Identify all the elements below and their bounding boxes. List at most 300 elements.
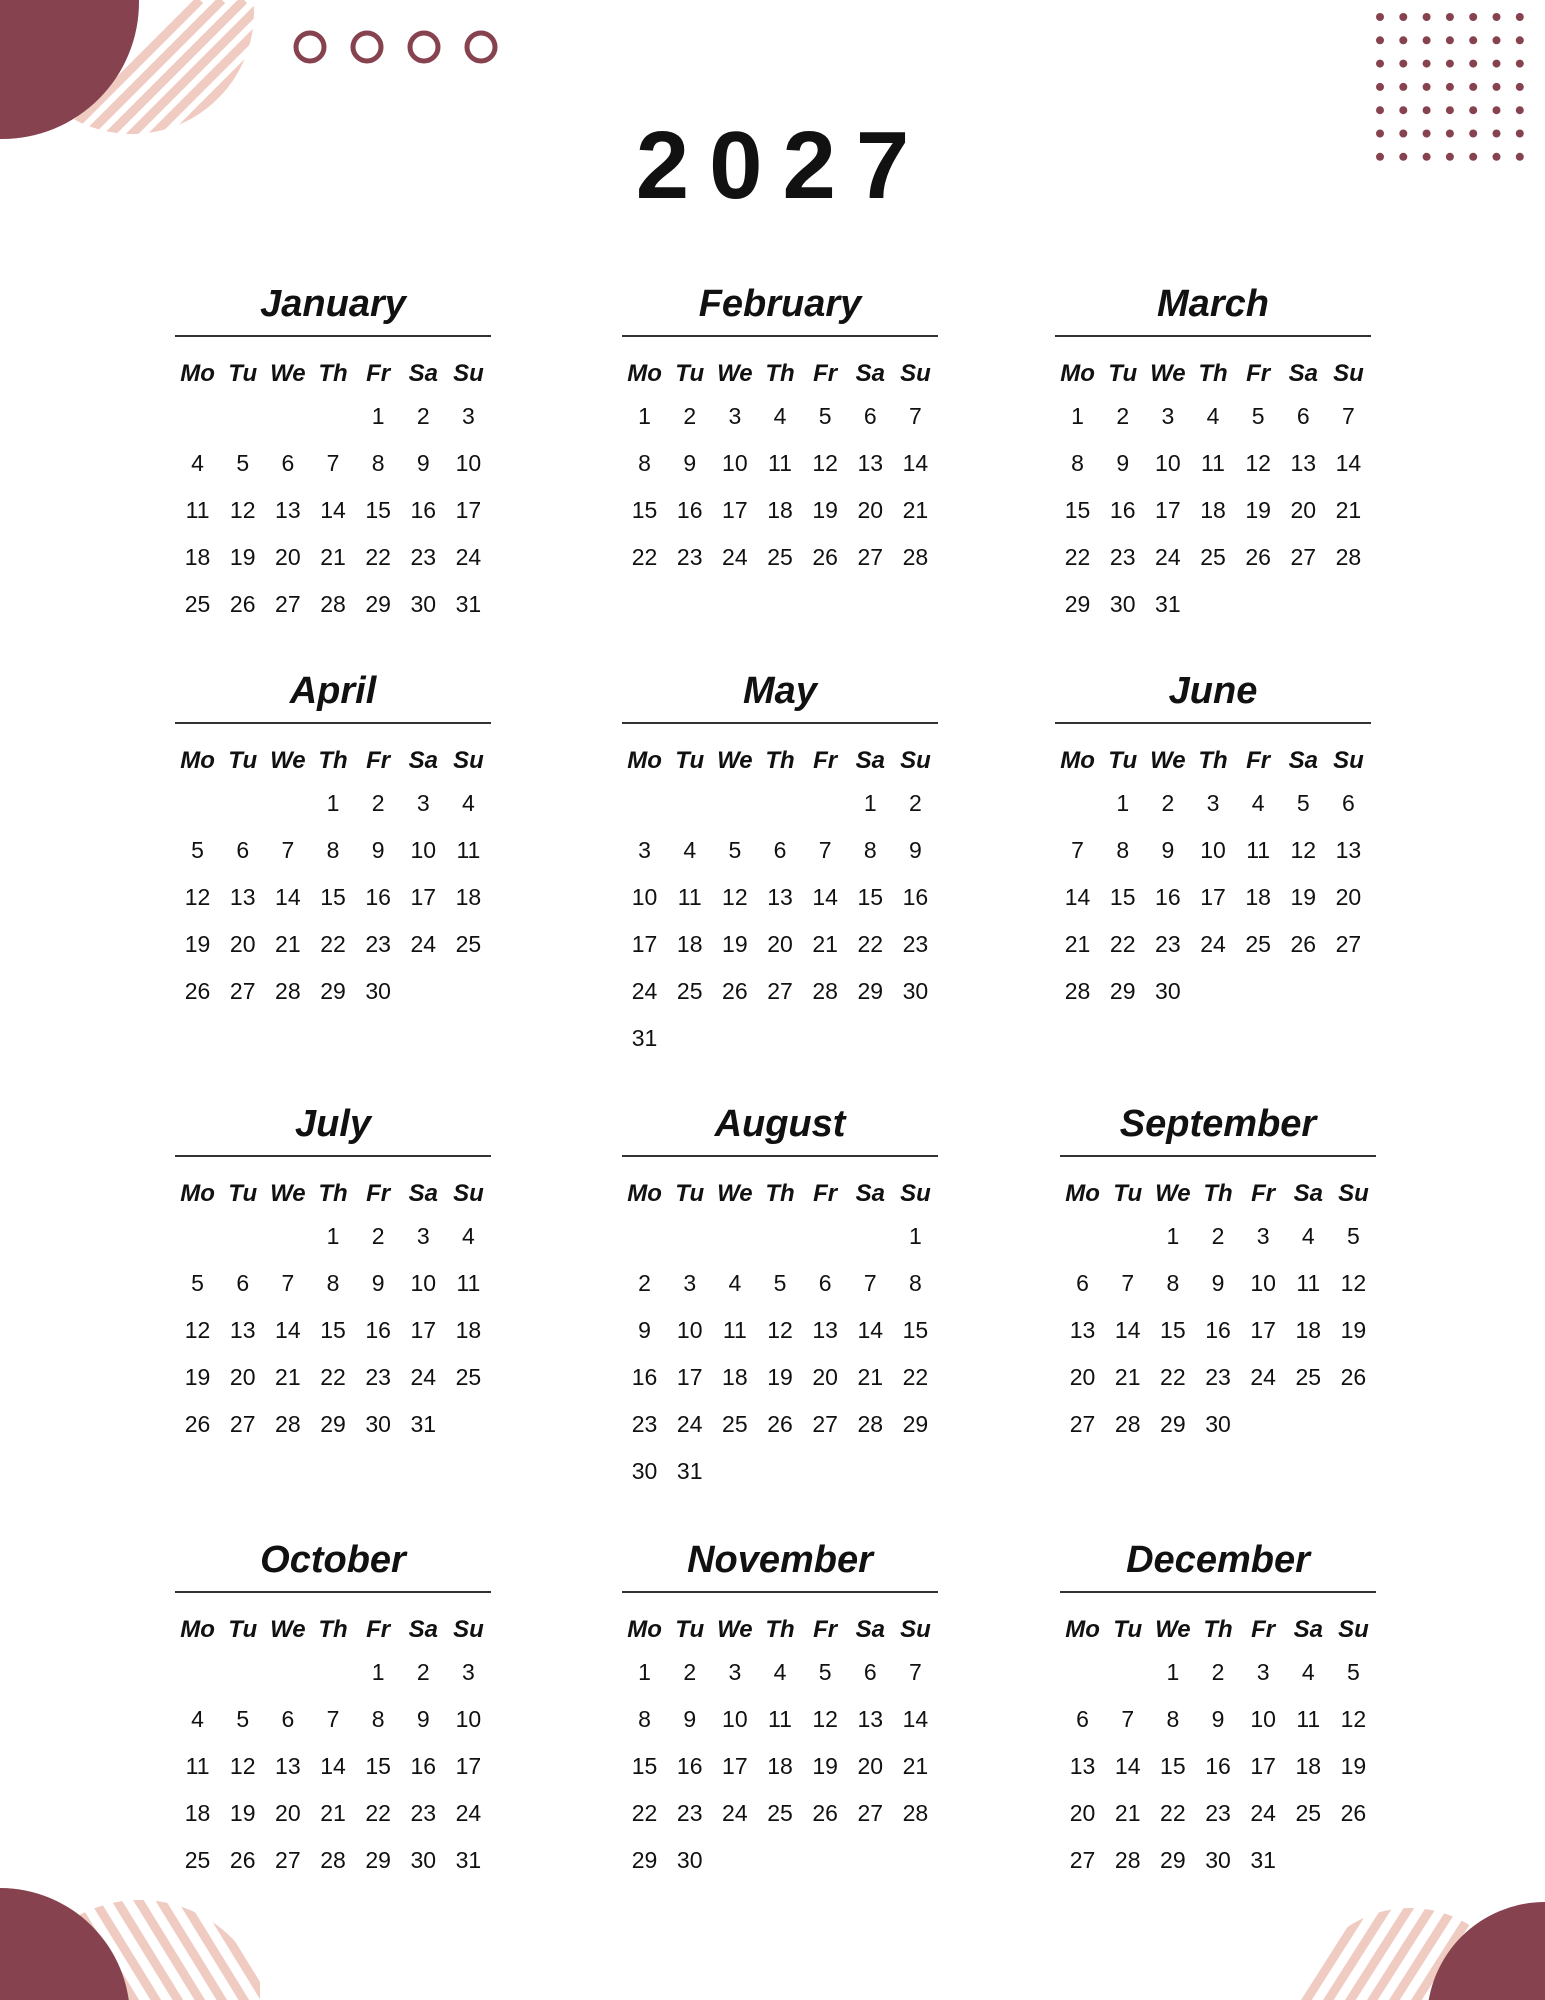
weekday-header: We [717,1180,753,1207]
weekday-header: Mo [627,1616,662,1643]
day-cell: 28 [1114,1847,1141,1873]
day-cell: 12 [1290,837,1317,863]
empty-day-cell [667,780,712,827]
day-cell: 17 [410,1317,437,1343]
weekday-header: Su [453,360,484,387]
day-cell: 9 [371,837,385,863]
weekday-header: Tu [1113,1616,1143,1643]
day-cell: 26 [1245,544,1271,570]
day-cell: 20 [1069,1364,1096,1390]
day-cell: 18 [455,884,482,910]
day-cell: 4 [773,403,787,429]
day-cell: 15 [1109,884,1136,910]
day-cell: 14 [857,1317,884,1343]
day-grid [622,1611,938,1884]
day-cell: 28 [275,1411,301,1437]
day-cell: 10 [631,884,658,910]
weekday-header: Sa [408,1616,438,1643]
day-cell: 26 [812,544,838,570]
weekday-header: We [1150,360,1186,387]
day-cell: 30 [365,1411,391,1437]
day-cell: 15 [320,884,346,910]
month-name: October [175,1541,491,1593]
weekday-header: Sa [1293,1616,1323,1643]
month-october [175,1541,491,1884]
day-cell: 18 [184,544,211,570]
day-cell: 1 [326,790,340,816]
day-cell: 29 [365,591,391,617]
day-cell: 4 [728,1270,742,1296]
day-cell: 21 [902,497,929,523]
day-grid [1055,742,1371,1015]
weekday-header: Sa [1288,360,1318,387]
day-cell: 24 [722,1800,748,1826]
day-cell: 1 [371,403,385,429]
day-cell: 24 [722,544,748,570]
empty-day-cell [265,780,310,827]
day-cell: 25 [1295,1364,1322,1390]
weekday-header: Sa [855,1180,885,1207]
weekday-header: We [270,747,306,774]
day-cell: 24 [1250,1800,1276,1826]
month-august [622,1105,938,1495]
day-cell: 14 [902,450,929,476]
day-cell: 10 [676,1317,703,1343]
empty-day-cell [712,780,757,827]
day-cell: 26 [229,1847,256,1873]
empty-day-cell [622,780,667,827]
day-cell: 30 [410,591,437,617]
day-cell: 7 [281,1270,295,1296]
day-cell: 2 [416,403,430,429]
day-cell: 7 [326,1706,340,1732]
day-cell: 21 [1114,1800,1141,1826]
weekday-header: Th [765,360,795,387]
day-cell: 11 [768,1706,792,1732]
day-cell: 15 [365,1753,391,1779]
weekday-header: Sa [855,360,885,387]
day-cell: 19 [184,1364,211,1390]
day-cell: 1 [638,403,651,429]
empty-day-cell [265,1213,310,1260]
day-cell: 7 [326,450,340,476]
day-cell: 3 [1206,790,1220,816]
day-cell: 10 [1200,837,1226,863]
day-cell: 3 [1256,1659,1270,1685]
day-cell: 31 [455,591,482,617]
day-cell: 23 [902,931,929,957]
day-cell: 7 [1121,1270,1135,1296]
day-cell: 14 [1335,450,1362,476]
month-name: January [175,285,491,337]
day-cell: 16 [631,1364,658,1390]
day-cell: 8 [638,1706,651,1732]
weekday-header: We [270,360,306,387]
weekday-header: Mo [180,1180,215,1207]
day-cell: 20 [857,497,884,523]
day-cell: 13 [229,1317,256,1343]
weekday-header: Sa [1293,1180,1323,1207]
month-january [175,285,491,628]
weekday-header: Su [1333,360,1364,387]
day-cell: 30 [1205,1411,1231,1437]
day-cell: 14 [320,1753,346,1779]
weekday-header: Th [318,1180,348,1207]
day-cell: 10 [722,1706,748,1732]
day-cell: 1 [638,1659,651,1685]
bottom-right-decoration [1300,1900,1545,2000]
day-cell: 24 [455,1800,482,1826]
day-cell: 15 [857,884,884,910]
bottom-left-decoration [0,1880,260,2000]
day-cell: 22 [1160,1800,1186,1826]
day-cell: 10 [722,450,748,476]
month-february [622,285,938,581]
empty-day-cell [1105,1649,1150,1696]
day-cell: 19 [1290,884,1317,910]
day-cell: 23 [365,931,391,957]
month-december [1060,1541,1376,1884]
day-cell: 29 [902,1411,929,1437]
day-cell: 18 [722,1364,748,1390]
weekday-header: Su [453,747,484,774]
weekday-header: Th [1198,747,1228,774]
day-cell: 20 [812,1364,838,1390]
day-cell: 12 [1245,450,1271,476]
day-cell: 24 [631,978,658,1004]
day-cell: 11 [456,837,481,863]
day-grid [622,742,938,1062]
day-cell: 3 [416,1223,430,1249]
day-cell: 9 [909,837,922,863]
day-cell: 11 [1296,1706,1321,1732]
month-may [622,672,938,1062]
day-cell: 26 [184,1411,211,1437]
day-cell: 4 [1301,1223,1315,1249]
day-cell: 25 [722,1411,748,1437]
day-cell: 23 [410,1800,437,1826]
day-cell: 14 [812,884,838,910]
day-cell: 13 [1069,1317,1096,1343]
day-cell: 6 [863,403,877,429]
day-cell: 8 [909,1270,922,1296]
day-cell: 18 [767,1753,793,1779]
day-cell: 29 [857,978,884,1004]
day-cell: 21 [320,544,346,570]
weekday-header: Mo [180,360,215,387]
day-cell: 16 [1155,884,1181,910]
day-cell: 19 [229,1800,256,1826]
day-cell: 17 [1250,1317,1276,1343]
day-cell: 4 [462,790,475,816]
day-cell: 11 [1246,837,1271,863]
day-grid [175,1175,491,1448]
day-cell: 3 [728,403,742,429]
day-cell: 23 [631,1411,658,1437]
day-cell: 1 [371,1659,385,1685]
day-cell: 17 [722,497,748,523]
day-cell: 26 [229,591,256,617]
day-cell: 17 [631,931,658,957]
day-cell: 5 [191,837,204,863]
weekday-header: Sa [408,360,438,387]
weekday-header: Tu [675,1180,705,1207]
day-cell: 13 [1335,837,1362,863]
weekday-header: Fr [813,1616,838,1643]
weekday-header: Tu [228,1616,258,1643]
day-cell: 26 [184,978,211,1004]
weekday-header: Mo [627,360,662,387]
day-cell: 23 [1205,1800,1231,1826]
day-grid [622,1175,938,1495]
day-cell: 17 [455,497,482,523]
day-cell: 30 [365,978,391,1004]
day-cell: 19 [1245,497,1271,523]
day-cell: 25 [1200,544,1226,570]
month-september [1060,1105,1376,1448]
day-cell: 25 [676,978,703,1004]
day-cell: 27 [857,1800,884,1826]
day-cell: 8 [1166,1706,1180,1732]
day-cell: 15 [631,497,658,523]
empty-day-cell [175,1213,220,1260]
day-cell: 4 [1301,1659,1315,1685]
day-cell: 18 [455,1317,482,1343]
day-cell: 22 [365,1800,391,1826]
day-cell: 2 [371,1223,385,1249]
weekday-header: Mo [180,1616,215,1643]
day-cell: 12 [184,1317,211,1343]
weekday-header: We [1155,1180,1191,1207]
weekday-header: Su [1333,747,1364,774]
day-cell: 31 [1155,591,1181,617]
day-cell: 17 [1250,1753,1276,1779]
month-april [175,672,491,1015]
weekday-header: Su [900,1616,931,1643]
day-cell: 20 [1335,884,1362,910]
weekday-header: We [270,1180,306,1207]
day-cell: 30 [1155,978,1181,1004]
day-cell: 22 [1109,931,1136,957]
weekday-header: Th [765,747,795,774]
day-grid [1060,1175,1376,1448]
day-cell: 24 [455,544,482,570]
day-cell: 22 [320,931,346,957]
day-cell: 15 [902,1317,929,1343]
day-cell: 9 [416,1706,430,1732]
month-name: November [622,1541,938,1593]
day-cell: 6 [281,450,295,476]
day-cell: 4 [462,1223,475,1249]
day-cell: 18 [1295,1753,1322,1779]
day-cell: 9 [683,1706,697,1732]
weekday-header: Fr [366,747,391,774]
day-cell: 31 [455,1847,482,1873]
day-cell: 22 [365,544,391,570]
day-cell: 5 [236,450,250,476]
day-cell: 30 [1205,1847,1231,1873]
day-cell: 10 [1155,450,1181,476]
day-cell: 16 [1205,1753,1231,1779]
day-cell: 1 [1166,1659,1180,1685]
day-cell: 11 [722,1317,747,1343]
day-grid [1060,1611,1376,1884]
day-cell: 28 [1335,544,1362,570]
weekday-header: Su [453,1180,484,1207]
day-grid [622,355,938,581]
day-cell: 27 [1290,544,1317,570]
day-cell: 19 [229,544,256,570]
day-cell: 15 [1064,497,1091,523]
day-cell: 8 [326,1270,340,1296]
day-cell: 7 [1121,1706,1135,1732]
day-cell: 8 [1071,450,1084,476]
weekday-header: Tu [1108,747,1138,774]
day-cell: 18 [1200,497,1226,523]
day-cell: 15 [1160,1317,1186,1343]
day-cell: 30 [631,1458,658,1484]
day-cell: 23 [365,1364,391,1390]
day-cell: 29 [1109,978,1136,1004]
day-cell: 12 [767,1317,793,1343]
day-cell: 27 [229,978,256,1004]
day-cell: 11 [456,1270,481,1296]
day-cell: 16 [410,1753,437,1779]
day-cell: 24 [1250,1364,1276,1390]
day-cell: 23 [1155,931,1181,957]
month-name: March [1055,285,1371,337]
day-cell: 14 [320,497,346,523]
day-cell: 22 [1160,1364,1186,1390]
day-cell: 21 [275,1364,301,1390]
day-cell: 23 [1205,1364,1231,1390]
empty-day-cell [1055,780,1100,827]
day-cell: 9 [371,1270,385,1296]
empty-day-cell [175,393,220,440]
month-july [175,1105,491,1448]
day-cell: 24 [1200,931,1226,957]
day-cell: 22 [631,1800,658,1826]
day-cell: 30 [1109,591,1136,617]
day-cell: 19 [767,1364,793,1390]
day-cell: 22 [631,544,658,570]
day-cell: 19 [184,931,211,957]
weekday-header: Su [1338,1616,1369,1643]
day-cell: 12 [229,497,256,523]
day-cell: 22 [902,1364,929,1390]
weekday-header: Sa [1288,747,1318,774]
day-cell: 13 [229,884,256,910]
month-name: February [622,285,938,337]
month-name: May [622,672,938,724]
day-cell: 29 [320,978,346,1004]
day-cell: 28 [902,544,929,570]
day-cell: 21 [1064,931,1091,957]
day-cell: 12 [1340,1270,1367,1296]
weekday-header: Tu [1108,360,1138,387]
day-cell: 9 [638,1317,651,1343]
day-cell: 5 [191,1270,204,1296]
weekday-header: Mo [627,747,662,774]
day-cell: 20 [229,1364,256,1390]
day-cell: 13 [1290,450,1317,476]
day-cell: 23 [676,1800,703,1826]
day-cell: 3 [1256,1223,1270,1249]
day-cell: 10 [455,1706,482,1732]
day-cell: 13 [767,884,793,910]
day-cell: 19 [722,931,748,957]
day-cell: 28 [320,591,346,617]
day-cell: 7 [863,1270,877,1296]
day-cell: 2 [1116,403,1130,429]
day-cell: 6 [236,837,250,863]
day-cell: 14 [275,884,301,910]
day-grid [175,742,491,1015]
weekday-header: Tu [675,1616,705,1643]
empty-day-cell [310,1649,355,1696]
month-name: September [1060,1105,1376,1157]
day-cell: 11 [677,884,702,910]
day-cell: 27 [275,591,301,617]
day-cell: 21 [812,931,838,957]
day-cell: 21 [857,1364,884,1390]
day-cell: 16 [676,1753,703,1779]
day-cell: 2 [909,790,922,816]
day-cell: 20 [1069,1800,1096,1826]
day-cell: 29 [1160,1411,1186,1437]
day-cell: 27 [812,1411,838,1437]
weekday-header: Tu [1113,1180,1143,1207]
day-cell: 25 [455,931,482,957]
day-cell: 28 [1064,978,1091,1004]
day-cell: 25 [767,544,793,570]
day-cell: 5 [773,1270,787,1296]
day-cell: 12 [812,1706,838,1732]
day-cell: 15 [631,1753,658,1779]
day-cell: 18 [1245,884,1271,910]
day-cell: 25 [184,1847,211,1873]
day-cell: 16 [410,497,437,523]
day-cell: 21 [902,1753,929,1779]
day-cell: 31 [410,1411,437,1437]
weekday-header: Su [453,1616,484,1643]
weekday-header: Mo [1065,1180,1100,1207]
day-cell: 17 [676,1364,703,1390]
day-cell: 4 [773,1659,787,1685]
day-cell: 26 [767,1411,793,1437]
day-cell: 25 [455,1364,482,1390]
day-cell: 25 [767,1800,793,1826]
month-november [622,1541,938,1884]
weekday-header: Sa [855,1616,885,1643]
day-cell: 5 [1347,1659,1360,1685]
day-cell: 29 [365,1847,391,1873]
day-cell: 5 [1347,1223,1360,1249]
day-cell: 20 [275,1800,301,1826]
day-cell: 5 [818,1659,832,1685]
weekday-header: Th [1203,1180,1233,1207]
day-cell: 12 [1340,1706,1367,1732]
day-cell: 10 [1250,1270,1276,1296]
weekday-header: Tu [228,1180,258,1207]
weekday-header: Su [900,360,931,387]
empty-day-cell [848,1213,893,1260]
weekday-header: We [270,1616,306,1643]
day-cell: 3 [638,837,651,863]
day-cell: 19 [812,1753,838,1779]
day-cell: 11 [1201,450,1225,476]
weekday-header: Mo [1065,1616,1100,1643]
